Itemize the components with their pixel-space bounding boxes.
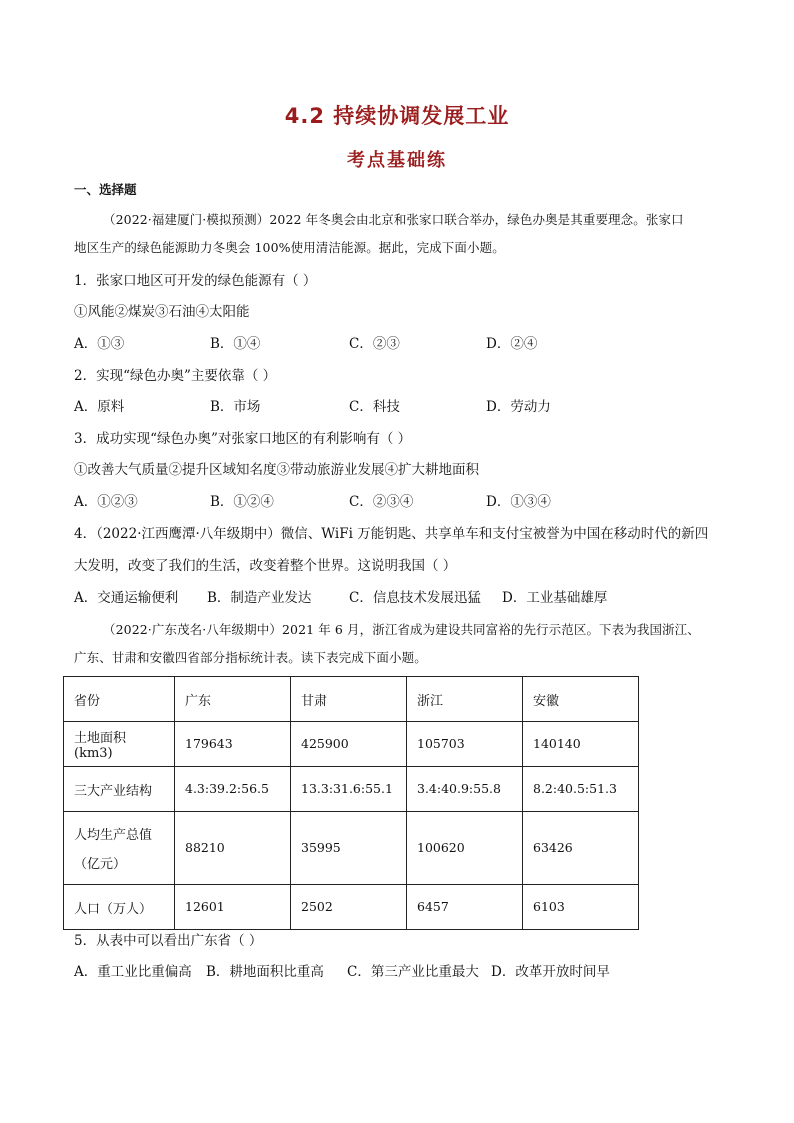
option-a[interactable]: A．交通运输便利 (74, 590, 179, 606)
option-d[interactable]: D．改革开放时间早 (491, 964, 610, 980)
row-label-line-1: 人均生产总值 (74, 828, 153, 843)
intro-2-line-2: 广东、甘肃和安徽四省部分指标统计表。读下表完成下面小题。 (74, 650, 427, 665)
option-c[interactable]: C．科技 (349, 399, 400, 415)
option-d[interactable]: D．①③④ (486, 494, 551, 510)
table-header-row (64, 677, 639, 722)
table-row (64, 767, 639, 812)
option-c[interactable]: C．信息技术发展迅猛 (349, 590, 481, 606)
option-a[interactable]: A．①③ (74, 336, 125, 352)
question-2-stem: 2．实现“绿色办奥”主要依靠（ ） (74, 368, 277, 384)
option-b[interactable]: B．①④ (210, 336, 261, 352)
option-b[interactable]: B．市场 (210, 399, 261, 415)
table-header-cell: 安徽 (523, 677, 639, 722)
option-b[interactable]: B．耕地面积比重高 (206, 964, 324, 980)
question-1-items: ①风能②煤炭③石油④太阳能 (74, 304, 250, 320)
option-d[interactable]: D．劳动力 (486, 399, 551, 415)
option-a[interactable]: A．①②③ (74, 494, 138, 510)
table-header-cell: 浙江 (407, 677, 523, 722)
table-cell: 3.4:40.9:55.8 (417, 781, 501, 796)
table-cell: 140140 (533, 736, 581, 751)
table-row (64, 812, 639, 885)
question-1-stem: 1．张家口地区可开发的绿色能源有（ ） (74, 273, 317, 289)
page-title: 4.2 持续协调发展工业 (284, 104, 510, 128)
question-4-stem-line-2: 大发明，改变了我们的生活，改变着整个世界。这说明我国（ ） (74, 558, 457, 574)
table-header-cell: 省份 (64, 677, 175, 722)
option-c[interactable]: C．②③ (349, 336, 400, 352)
section-heading: 一、选择题 (74, 182, 137, 197)
option-d[interactable]: D．工业基础雄厚 (502, 590, 608, 606)
table-cell: 63426 (533, 840, 573, 855)
question-4-stem-line-1: 4．（2022·江西鹰潭·八年级期中）微信、WiFi 万能钥匙、共享单车和支付宝被誉为中国在移动时代的新四 (74, 526, 709, 542)
question-3-items: ①改善大气质量②提升区域知名度③带动旅游业发展④扩大耕地面积 (74, 462, 479, 478)
table-header-cell: 广东 (175, 677, 291, 722)
province-statistics-table (63, 676, 639, 930)
option-c[interactable]: C．第三产业比重最大 (347, 964, 479, 980)
table-row (64, 885, 639, 930)
question-3-stem: 3．成功实现“绿色办奥”对张家口地区的有利影响有（ ） (74, 431, 412, 447)
table-cell: 6457 (417, 899, 449, 914)
table-cell: 35995 (301, 840, 341, 855)
table-header-cell: 甘肃 (291, 677, 407, 722)
table-cell: 100620 (417, 840, 465, 855)
option-c[interactable]: C．②③④ (349, 494, 414, 510)
table-cell: 179643 (185, 736, 233, 751)
table-cell: 88210 (185, 840, 225, 855)
row-label-line-2: （亿元） (74, 857, 127, 872)
table-cell: 13.3:31.6:55.1 (301, 781, 393, 796)
row-label: 人口（万人） (64, 885, 175, 930)
table-cell: 4.3:39.2:56.5 (185, 781, 269, 796)
row-label: 三大产业结构 (64, 767, 175, 812)
option-a[interactable]: A．重工业比重偏高 (74, 964, 192, 980)
question-5-stem: 5．从表中可以看出广东省（ ） (74, 933, 263, 949)
row-label: 土地面积(km3) (64, 722, 175, 767)
intro-2-line-1: （2022·广东茂名·八年级期中）2021 年 6 月，浙江省成为建设共同富裕的先行示范区。下表为我国浙江、 (103, 622, 700, 637)
table-cell: 105703 (417, 736, 465, 751)
option-d[interactable]: D．②④ (486, 336, 538, 352)
table-cell: 2502 (301, 899, 333, 914)
option-b[interactable]: B．①②④ (210, 494, 274, 510)
row-label (64, 812, 175, 885)
table-cell: 6103 (533, 899, 565, 914)
table-cell: 8.2:40.5:51.3 (533, 781, 617, 796)
intro-1-line-2: 地区生产的绿色能源助力冬奥会 100%使用清洁能源。据此，完成下面小题。 (74, 240, 505, 255)
intro-1-line-1: （2022·福建厦门·模拟预测）2022 年冬奥会由北京和张家口联合举办，绿色办奥是其重要理念。张家口 (103, 212, 684, 227)
option-b[interactable]: B．制造产业发达 (207, 590, 312, 606)
table-row (64, 722, 639, 767)
table-cell: 425900 (301, 736, 349, 751)
option-a[interactable]: A．原料 (74, 399, 125, 415)
page-subtitle: 考点基础练 (347, 150, 447, 171)
table-cell: 12601 (185, 899, 225, 914)
